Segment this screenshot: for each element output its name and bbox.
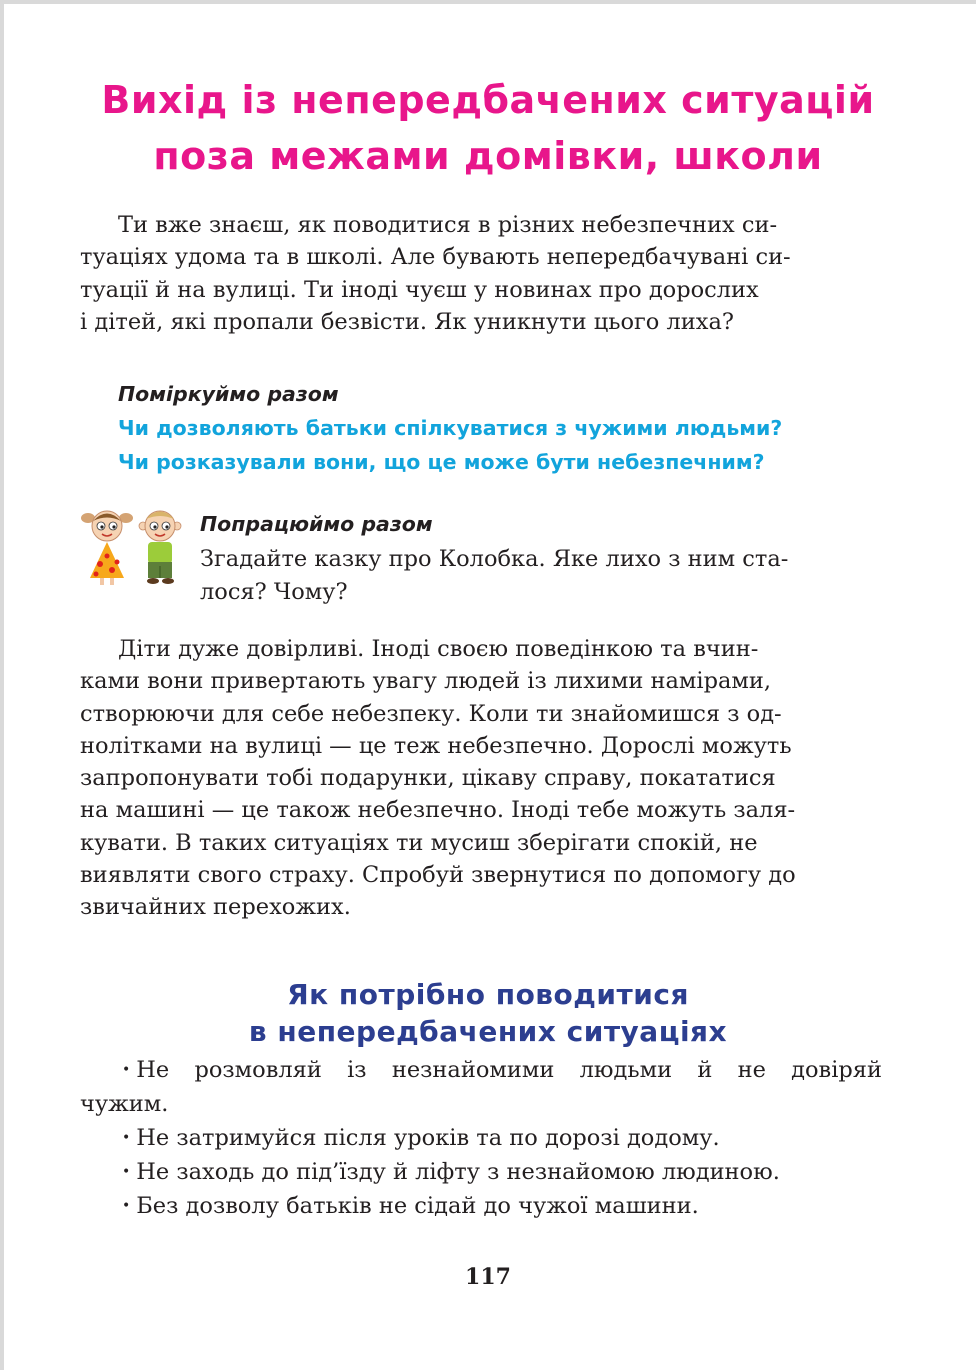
- bullet-icon: •: [122, 1164, 131, 1180]
- work-together-heading: Попрацюймо разом: [200, 512, 433, 536]
- main-line: Діти дуже довірливі. Іноді своєю поведінкою та вчин-: [118, 636, 759, 662]
- rules-heading-line-1: Як потрібно поводитися: [287, 978, 689, 1011]
- task-line: лося? Чому?: [200, 579, 348, 605]
- page-left-border: [0, 0, 4, 1370]
- main-line: кувати. В таких ситуаціях ти мусиш зберігати спокій, не: [80, 829, 758, 856]
- main-paragraph: [80, 633, 882, 924]
- intro-line: туації й на вулиці. Ти іноді чуєш у новинах про дорослих: [80, 276, 759, 303]
- bullet-icon: •: [122, 1198, 131, 1214]
- rules-heading: [100, 976, 876, 1050]
- rule-item: [80, 1121, 882, 1155]
- rule-item-first-line: [80, 1053, 882, 1087]
- rule-item: [80, 1189, 882, 1223]
- main-line: виявляти свого страху. Спробуй звернутися по допомогу до: [80, 862, 796, 889]
- intro-line: Ти вже знаєш, як поводитися в різних небезпечних си-: [118, 212, 778, 238]
- bullet-icon: •: [122, 1130, 131, 1146]
- main-line: нолітками на вулиці — це теж небезпечно. Дорослі можуть: [80, 732, 792, 759]
- main-line: запропонувати тобі подарунки, цікаву справу, покататися: [80, 765, 776, 792]
- page-number: 117: [465, 1264, 511, 1290]
- bullet-icon: •: [122, 1062, 131, 1078]
- page-title-line-1: Вихід із непередбачених ситуацій: [101, 78, 875, 122]
- think-together-heading: Поміркуймо разом: [118, 382, 339, 406]
- rules-list: [80, 1053, 882, 1223]
- page-title-line-2: поза межами домівки, школи: [153, 134, 823, 178]
- intro-line: і дітей, які пропали безвісти. Як уникнути цього лиха?: [80, 308, 734, 335]
- discussion-question: Чи дозволяють батьки спілкуватися з чужими людьми?: [118, 416, 783, 440]
- intro-paragraph: [80, 209, 882, 338]
- task-line: Згадайте казку про Колобка. Яке лихо з ним ста-: [200, 546, 789, 572]
- rule-text: Не заходь до під’їзду й ліфту з незнайомою людиною.: [136, 1159, 780, 1185]
- rule-text: Не затримуйся після уроків та по дорозі додому.: [136, 1125, 720, 1151]
- page-top-border: [0, 0, 976, 4]
- main-line: створюючи для себе небезпеку. Коли ти знайомишся з од-: [80, 700, 782, 727]
- intro-line: туаціях удома та в школі. Але бувають непередбачувані си-: [80, 244, 791, 271]
- rule-item: [80, 1053, 882, 1121]
- main-line: ками вони привертають увагу людей із лихими намірами,: [80, 668, 772, 695]
- work-together-task: [200, 543, 882, 609]
- main-line: звичайних перехожих.: [80, 894, 351, 921]
- rule-item: [80, 1155, 882, 1189]
- rule-text: Не розмовляй із незнайомими людьми й не довіряй: [136, 1057, 882, 1083]
- discussion-question: Чи розказували вони, що це може бути небезпечним?: [118, 450, 765, 474]
- main-line: на машині — це також небезпечно. Іноді тебе можуть заля-: [80, 797, 796, 824]
- rule-text-continuation: чужим.: [80, 1091, 169, 1117]
- rule-text: Без дозволу батьків не сідай до чужої машини.: [136, 1193, 699, 1219]
- children-icon: [80, 504, 190, 588]
- page-title: [60, 72, 916, 184]
- rules-heading-line-2: в непередбачених ситуаціях: [248, 1015, 728, 1048]
